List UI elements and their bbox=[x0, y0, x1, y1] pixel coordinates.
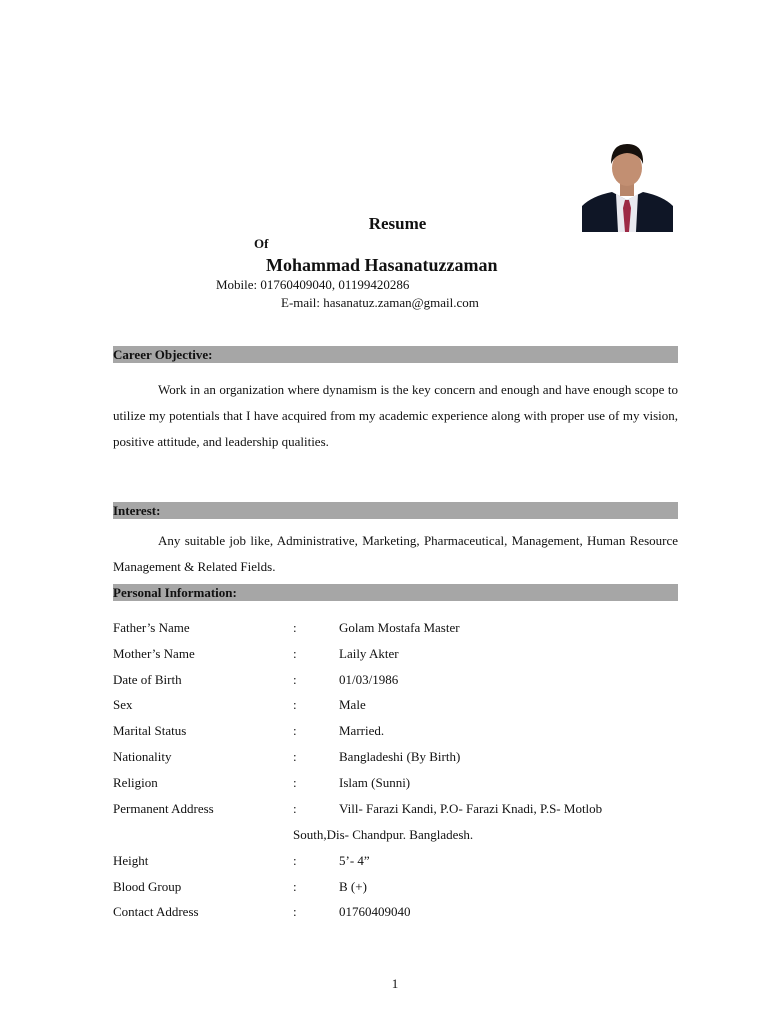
info-value: Bangladeshi (By Birth) bbox=[339, 749, 461, 764]
mobile-line: Mobile: 01760409040, 01199420286 bbox=[216, 277, 410, 292]
info-value: B (+) bbox=[339, 879, 367, 894]
interest-text bbox=[113, 528, 678, 580]
info-separator: : bbox=[293, 853, 297, 868]
info-label: Marital Status bbox=[113, 723, 187, 738]
personal-information-heading: Personal Information: bbox=[113, 584, 678, 601]
info-row-nationality bbox=[113, 747, 678, 767]
info-separator: : bbox=[293, 646, 297, 661]
title-of: Of bbox=[254, 236, 269, 251]
info-separator: : bbox=[293, 879, 297, 894]
document-title: Resume bbox=[368, 214, 427, 233]
info-value: Married. bbox=[339, 723, 385, 738]
info-row-contact-address bbox=[113, 902, 678, 922]
info-value: Laily Akter bbox=[339, 646, 399, 661]
info-separator: : bbox=[293, 904, 297, 919]
info-row-mothers-name bbox=[113, 644, 678, 664]
career-objective-heading: Career Objective: bbox=[113, 346, 678, 363]
info-row-fathers-name bbox=[113, 618, 678, 638]
info-label: Nationality bbox=[113, 749, 172, 764]
candidate-name: Mohammad Hasanatuzzaman bbox=[266, 255, 498, 275]
info-separator: : bbox=[293, 775, 297, 790]
info-value: Islam (Sunni) bbox=[339, 775, 411, 790]
info-value: Male bbox=[339, 697, 366, 712]
info-separator: : bbox=[293, 620, 297, 635]
email-line: E-mail: hasanatuz.zaman@gmail.com bbox=[281, 295, 479, 310]
info-value: Vill- Farazi Kandi, P.O- Farazi Knadi, P.S- Motlob bbox=[339, 801, 603, 816]
info-value: 5’- 4” bbox=[339, 853, 370, 868]
info-row-permanent-address-continued bbox=[113, 825, 678, 845]
page-number: 1 bbox=[391, 976, 399, 991]
info-row-religion bbox=[113, 773, 678, 793]
interest-body: Any suitable job like, Administrative, Marketing, Pharmaceutical, Management, Human Resource Management & Related Fields. bbox=[113, 533, 678, 574]
info-row-permanent-address bbox=[113, 799, 678, 819]
interest-heading: Interest: bbox=[113, 502, 678, 519]
info-separator: : bbox=[293, 697, 297, 712]
info-row-blood-group bbox=[113, 877, 678, 897]
career-objective-body: Work in an organization where dynamism is the key concern and enough and have enough scope to utilize my potentials that I have acquired from my academic experience along with proper use of my vision, positive attitude, and leadership qualities. bbox=[113, 382, 678, 449]
info-label: Contact Address bbox=[113, 904, 199, 919]
info-label: Sex bbox=[113, 697, 133, 712]
info-label: Father’s Name bbox=[113, 620, 190, 635]
info-label: Mother’s Name bbox=[113, 646, 195, 661]
info-value: Golam Mostafa Master bbox=[339, 620, 460, 635]
info-separator: : bbox=[293, 801, 297, 816]
info-value: 01/03/1986 bbox=[339, 672, 399, 687]
info-label: Height bbox=[113, 853, 149, 868]
info-separator: : bbox=[293, 723, 297, 738]
career-objective-text bbox=[113, 377, 678, 455]
info-row-sex bbox=[113, 695, 678, 715]
info-separator: : bbox=[293, 672, 297, 687]
info-label: Religion bbox=[113, 775, 158, 790]
info-separator: : bbox=[293, 749, 297, 764]
info-value-continued: South,Dis- Chandpur. Bangladesh. bbox=[293, 827, 474, 842]
info-row-height bbox=[113, 851, 678, 871]
info-value: 01760409040 bbox=[339, 904, 411, 919]
info-row-marital-status bbox=[113, 721, 678, 741]
info-label: Date of Birth bbox=[113, 672, 182, 687]
info-row-date-of-birth bbox=[113, 670, 678, 690]
info-label: Blood Group bbox=[113, 879, 182, 894]
info-label: Permanent Address bbox=[113, 801, 214, 816]
